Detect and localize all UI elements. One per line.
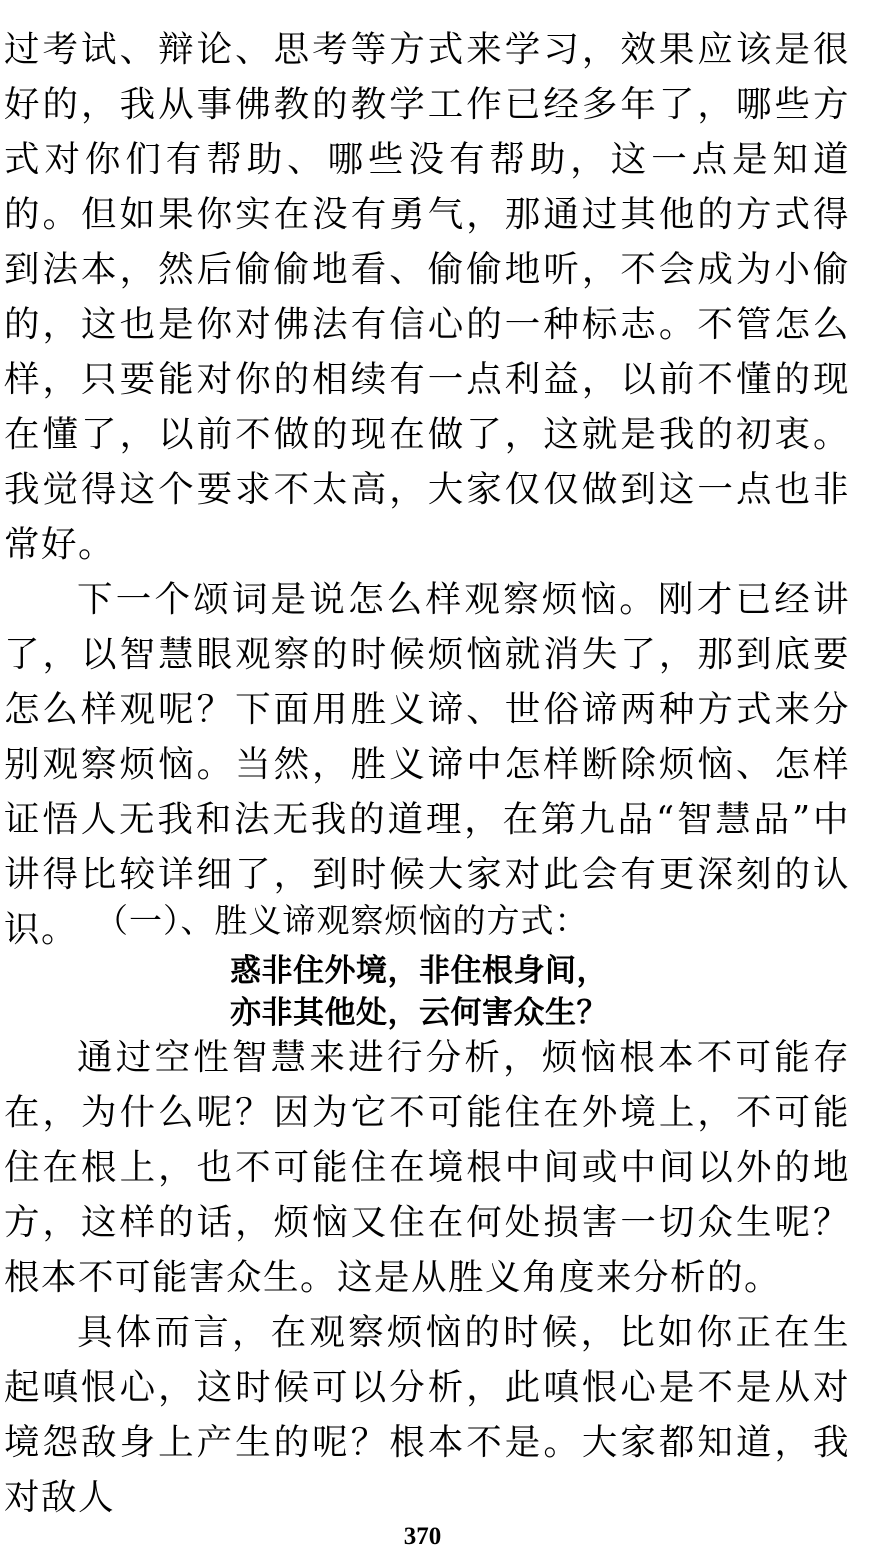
paragraph-continued: 过考试、辩论、思考等方式来学习，效果应该是很好的，我从事佛教的教学工作已经多年了，哪些方式对你们有帮助、哪些没有帮助，这一点是知道的。但如果你实在没有勇气，那通过其他的方式得到法本，然后偷偷地看、偷偷地听，不会成为小偷的，这也是你对佛法有信心的一种标志。不管怎么样，只要能对你的相续有一点利益，以前不懂的现在懂了，以前不做的现在做了，这就是我的初衷。我觉得这个要求不太高，大家仅仅做到这一点也非常好。 — [4, 29, 850, 565]
top-text-block — [4, 22, 850, 957]
paragraph-observe-afflictions: 下一个颂词是说怎么样观察烦恼。刚才已经讲了，以智慧眼观察的时候烦恼就消失了，那到底要怎么样观呢？下面用胜义谛、世俗谛两种方式来分别观察烦恼。当然，胜义谛中怎样断除烦恼、怎样证悟人无我和法无我的道理，在第九品“智慧品”中讲得比较详细了，到时候大家对此会有更深刻的认识。 — [4, 579, 850, 950]
section-heading: （一）、胜义谛观察烦恼的方式： — [95, 901, 589, 940]
verse-line-2: 亦非其他处，云何害众生？ — [230, 995, 608, 1031]
page-number: 370 — [403, 1523, 442, 1550]
verse-line-1: 惑非住外境，非住根身间， — [230, 953, 608, 989]
paragraph-specific-example: 具体而言，在观察烦恼的时候，比如你正在生起嗔恨心，这时候可以分析，此嗔恨心是不是从对境怨敌身上产生的呢？根本不是。大家都知道，我对敌人 — [4, 1312, 850, 1518]
paragraph-emptiness-analysis: 通过空性智慧来进行分析，烦恼根本不可能存在，为什么呢？因为它不可能住在外境上，不可能住在根上，也不可能住在境根中间或中间以外的地方，这样的话，烦恼又住在何处损害一切众生呢？根本不可能害众生。这是从胜义角度来分析的。 — [4, 1037, 850, 1298]
commentary-text-block — [4, 1030, 850, 1525]
